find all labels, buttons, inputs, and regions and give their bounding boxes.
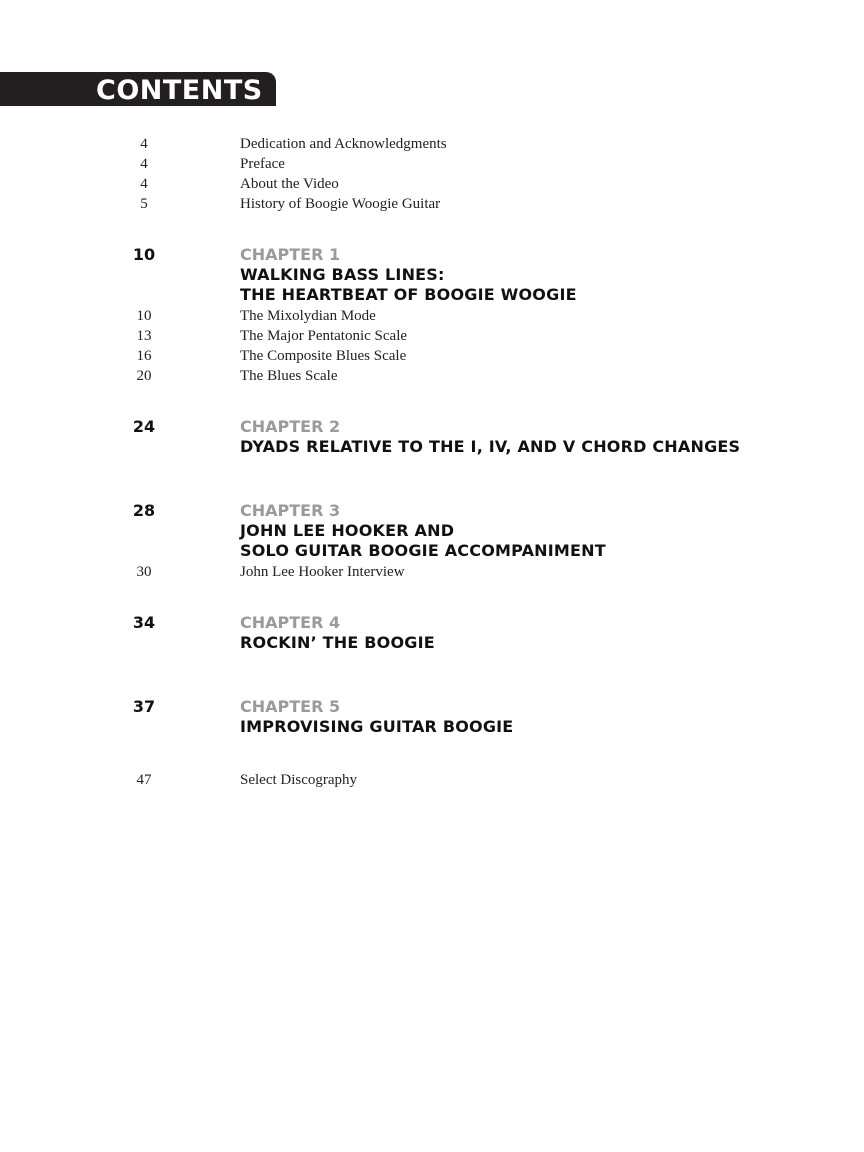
toc-page-number: 16 [136,348,152,364]
chapter-label: CHAPTER 1 [240,245,341,264]
chapter-label: CHAPTER 4 [240,613,341,632]
chapter-title-row [0,541,864,561]
toc-entry[interactable] [0,134,864,154]
toc-entry-title: Dedication and Acknowledgments [240,136,447,152]
toc-entry-title: The Mixolydian Mode [240,308,376,324]
chapter-header[interactable] [0,245,864,265]
toc-entry[interactable] [0,366,864,386]
toc-entry[interactable] [0,770,864,790]
toc-entry-title: Preface [240,156,285,172]
toc-page-number: 4 [140,136,148,152]
toc-entry-title: John Lee Hooker Interview [240,564,405,580]
chapter-title-row [0,285,864,305]
toc-entry[interactable] [0,194,864,214]
toc-page-number: 30 [136,564,152,580]
chapter-page-number: 34 [132,613,156,632]
chapter-page-number: 24 [132,417,156,436]
chapter-title-row [0,265,864,285]
chapter-title: JOHN LEE HOOKER AND [240,521,455,540]
chapter-title: THE HEARTBEAT OF BOOGIE WOOGIE [240,285,577,304]
chapter-title-row [0,633,864,653]
chapter-title: DYADS RELATIVE TO THE I, IV, AND V CHORD CHANGES [240,437,741,456]
toc-entry-title: Select Discography [240,772,358,788]
toc-page-number: 10 [136,308,152,324]
toc-page-number: 13 [136,328,152,344]
toc-entry[interactable] [0,154,864,174]
toc-entry[interactable] [0,346,864,366]
chapter-header[interactable] [0,417,864,437]
chapter-header[interactable] [0,613,864,633]
toc-page-number: 20 [136,368,152,384]
toc-entry-title: History of Boogie Woogie Guitar [240,196,441,212]
contents-banner [0,72,276,106]
toc-page-number: 47 [136,772,152,788]
chapter-title: SOLO GUITAR BOOGIE ACCOMPANIMENT [240,541,606,560]
toc-page-number: 4 [140,176,148,192]
chapter-page-number: 37 [132,697,156,716]
toc-entry-title: The Blues Scale [240,368,338,384]
chapter-title: WALKING BASS LINES: [240,265,445,284]
chapter-page-number: 10 [132,245,156,264]
toc-entry-title: The Composite Blues Scale [240,348,407,364]
chapter-title-row [0,521,864,541]
toc-entry[interactable] [0,306,864,326]
toc-entry-title: About the Video [240,176,339,192]
chapter-label: CHAPTER 3 [240,501,341,520]
chapter-title: ROCKIN’ THE BOOGIE [240,633,435,652]
chapter-header[interactable] [0,501,864,521]
chapter-title-row [0,437,864,457]
chapter-title-row [0,717,864,737]
toc-page-number: 4 [140,156,148,172]
toc-entry[interactable] [0,562,864,582]
toc-entry-title: The Major Pentatonic Scale [240,328,408,344]
chapter-label: CHAPTER 2 [240,417,341,436]
chapter-label: CHAPTER 5 [240,697,341,716]
chapter-page-number: 28 [132,501,156,520]
page-title: CONTENTS [96,75,263,106]
toc-entry[interactable] [0,174,864,194]
toc-page-number: 5 [140,196,148,212]
chapter-header[interactable] [0,697,864,717]
toc-entry[interactable] [0,326,864,346]
chapter-title: IMPROVISING GUITAR BOOGIE [240,717,514,736]
